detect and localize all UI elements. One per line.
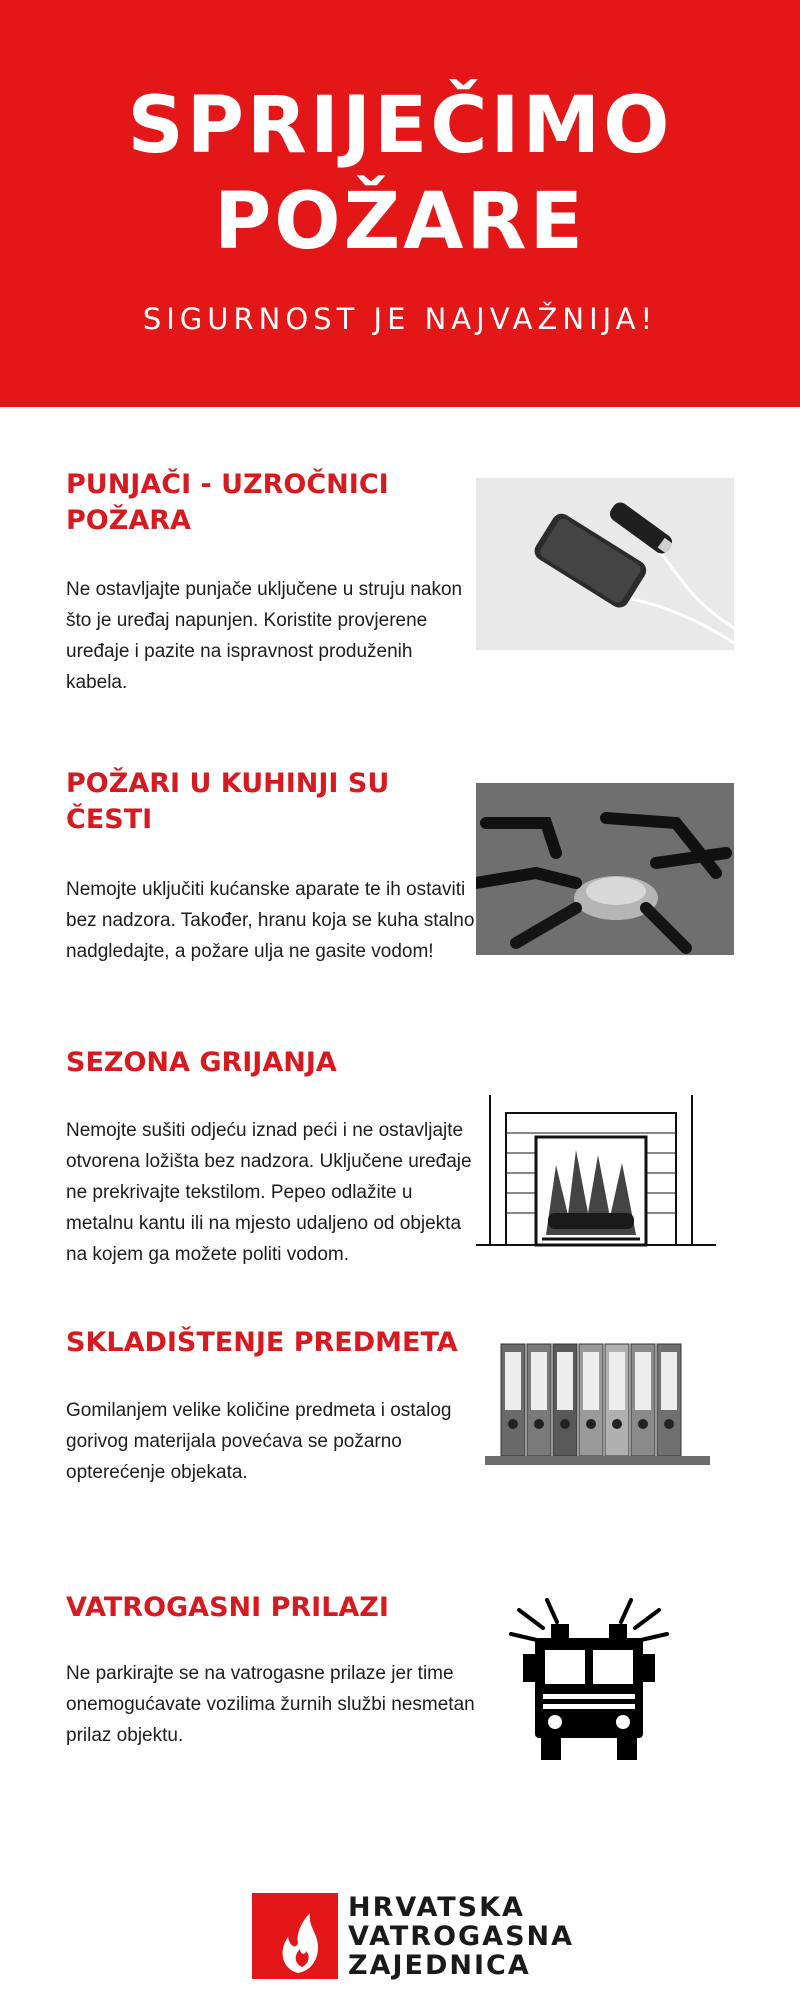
page-title-line-2: POŽARE bbox=[214, 177, 586, 267]
section-body-chargers: Ne ostavljajte punjače uključene u struju nakon što je uređaj napunjen. Koristite provjerene uređaje i pazite na ispravnost produženih kabela. bbox=[66, 579, 463, 693]
section-body-kitchen: Nemojte uključiti kućanske aparate te ih ostaviti bez nadzora. Također, hranu koja se kuha stalno nadgledajte, a požare ulja ne gasite vodom! bbox=[66, 879, 475, 962]
section-body-access: Ne parkirajte se na vatrogasne prilaze jer time onemogućavate vozilima žurnih službi nesmetan prilaz objektu. bbox=[66, 1663, 475, 1746]
section-title-kitchen: POŽARI U KUHINJI SU ČESTI bbox=[66, 768, 390, 835]
phone-charger-photo bbox=[476, 478, 734, 650]
section-title-heating: SEZONA GRIJANJA bbox=[66, 1047, 337, 1078]
footer-logo-text bbox=[348, 1893, 574, 1980]
logo-line-3: ZAJEDNICA bbox=[348, 1950, 531, 1981]
page-title bbox=[0, 78, 800, 270]
page-subtitle: SIGURNOST JE NAJVAŽNIJA! bbox=[142, 302, 658, 336]
logo-line-1: HRVATSKA bbox=[348, 1892, 525, 1923]
page-title-line-1: SPRIJEČIMO bbox=[127, 81, 673, 171]
section-body-heating: Nemojte sušiti odjeću iznad peći i ne ostavljajte otvorena ložišta bez nadzora. Uključene uređaje ne prekrivajte tekstilom. Pepeo odlažite u metalnu kantu ili na mjesto udaljeno od objekta na kojem ga možete politi vodom. bbox=[66, 1120, 472, 1265]
section-title-access: VATROGASNI PRILAZI bbox=[66, 1592, 389, 1623]
gas-stove-photo bbox=[476, 783, 734, 955]
flame-logo bbox=[252, 1893, 338, 1979]
hero-banner bbox=[0, 0, 800, 407]
section-body-storage: Gomilanjem velike količine predmeta i ostalog gorivog materijala povećava se požarno opterećenje objekata. bbox=[66, 1400, 452, 1483]
fireplace-illustration bbox=[476, 1095, 716, 1255]
fire-truck-icon bbox=[503, 1598, 675, 1763]
section-title-storage: SKLADIŠTENJE PREDMETA bbox=[66, 1327, 458, 1358]
binders-illustration bbox=[485, 1340, 710, 1465]
section-title-chargers: PUNJAČI - UZROČNICI POŽARA bbox=[66, 469, 389, 536]
logo-line-2: VATROGASNA bbox=[348, 1921, 575, 1952]
